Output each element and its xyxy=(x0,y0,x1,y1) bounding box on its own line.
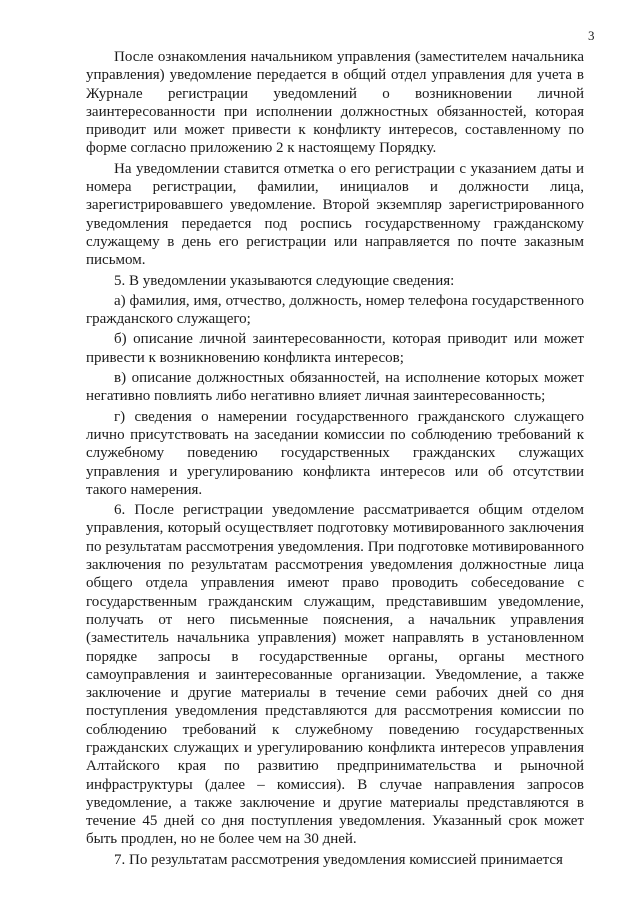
paragraph: г) сведения о намерении государственного гражданского служащего лично присутствовать на заседании комиссии по соблюдению требований к служебному поведению государственных гражданских служащих управления и урегулированию конфликта интересов или об отсутствии такого намерения. xyxy=(86,408,584,498)
paragraph: После ознакомления начальником управления (заместителем начальника управления) уведомление передается в общий отдел управления для учета в Журнале регистрации уведомлений о возникновении личной заинтересованности при исполнении должностных обязанностей, которая приводит или может привести к конфликту интересов, составленному по форме согласно приложению 2 к настоящему Порядку. xyxy=(86,49,584,157)
document-body xyxy=(86,48,584,869)
paragraph: в) описание должностных обязанностей, на исполнение которых может негативно повлиять либо негативно влияет личная заинтересованность; xyxy=(86,370,584,405)
page-number: 3 xyxy=(588,28,595,43)
paragraph: б) описание личной заинтересованности, которая приводит или может привести к возникновению конфликта интересов; xyxy=(86,331,584,366)
paragraph: На уведомлении ставится отметка о его регистрации с указанием даты и номера регистрации, фамилии, инициалов и должности лица, зарегистрировавшего уведомление. Второй экземпляр зарегистрированного уведомления передается под роспись государственному гражданскому служащему в день его регистрации или направляется по почте заказным письмом. xyxy=(86,160,584,269)
paragraph: а) фамилия, имя, отчество, должность, номер телефона государственного гражданского служащего; xyxy=(86,292,584,328)
paragraph: 6. После регистрации уведомление рассматривается общим отделом управления, который осуществляет подготовку мотивированного заключения по результатам рассмотрения уведомления. При подготовке мотивированного заключения по результатам рассмотрения уведомления должностные лица общего отдела управления имеют право проводить собеседование с государственным гражданским служащим, представившим уведомление, получать от него письменные пояснения, а начальник управления (заместитель начальника управления) может направлять в установленном порядке запросы в государственные органы, органы местного самоуправления и заинтересованные организации. Уведомление, а также заключение и другие материалы в течение семи рабочих дней со дня поступления уведомления представляются для рассмотрения комиссии по соблюдению требований к служебному поведению государственных гражданских служащих и урегулированию конфликта интересов управления Алтайского края по развитию предпринимательства и рыночной инфраструктуры (далее – комиссия). В случае направления запросов уведомление, а также заключение и другие материалы представляются в течение 45 дней со дня поступления уведомления. Указанный срок может быть продлен, но не более чем на 30 дней. xyxy=(86,502,584,848)
paragraph: 7. По результатам рассмотрения уведомления комиссией принимается xyxy=(114,851,563,868)
paragraph: 5. В уведомлении указываются следующие сведения: xyxy=(114,272,455,289)
